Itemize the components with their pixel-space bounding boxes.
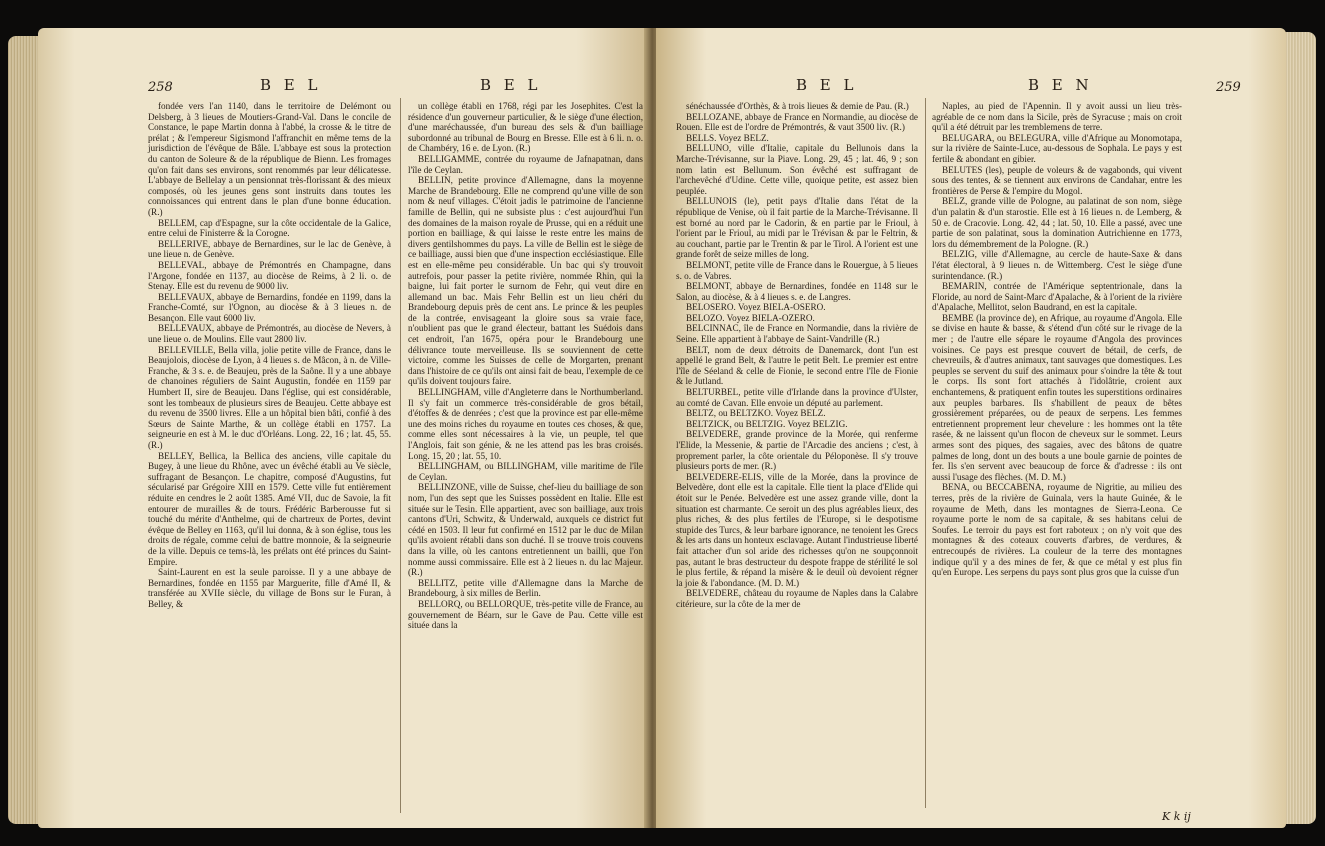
entry-paragraph: BELUGARA, ou BELEGURA, ville d'Afrique au Monomotapa, sur la rivière de Sainte-Luce, au-dessous de Sophala. Le pays y est fertile & abondant en gibier. — [932, 132, 1182, 164]
open-book — [8, 10, 1316, 842]
entry-paragraph: BELVEDERE-ELIS, ville de la Morée, dans la province de Belvedère, dont elle est la capitale. Elle tient la place d'Elide qui étoit sur le Penée. Belvedère est une assez grande ville, dont la situation est charmante. Ce seroit un des plus agréables lieux, des plus riches, & des plus fertiles de l'Europe, si le despotisme stupide des Turcs, & leur barbare ignorance, ne tenoient les Grecs & les arts dans un honteux esclavage. Autant l'industrieuse liberté fait attacher d'un sol aride des richesses qu'on ne soupçonnoit pas, autant le bras destructeur du despote frappe de stérilité le sol le plus fertile, & répand la misère & le deuil où devoient régner la joie & l'abondance. (M. D. M.) — [676, 471, 918, 588]
right-page — [656, 28, 1286, 828]
entry-paragraph: BELMONT, petite ville de France dans le Rouergue, à 5 lieues s. o. de Vabres. — [676, 259, 918, 281]
entry-paragraph: Naples, au pied de l'Apennin. Il y avoit aussi un lieu très-agréable de ce nom dans la Sicile, près de Syracuse ; mais on croit qu'il a été détruit par les tremblemens de terre. — [932, 101, 1182, 133]
left-running-head-2: B E L — [480, 76, 542, 94]
entry-paragraph: BELTZICK, ou BELTZIG. Voyez BELZIG. — [686, 418, 848, 429]
left-page-number: 258 — [148, 80, 173, 95]
entry-paragraph: BEMARIN, contrée de l'Amérique septentrionale, dans la Floride, au nord de Saint-Marc d'Apalache, & à l'orient de la rivière d'Apalache, Mellitot, selon Baudrand, en est la capitale. — [932, 281, 1182, 313]
entry-paragraph: BEMBE (la province de), en Afrique, au royaume d'Angola. Elle se divise en haute & basse, & s'étend d'un côté sur le rivage de la mer ; de l'autre elle sépare le royaume d'Angola des provinces voisines. Ce pays est presque couvert de bétail, de cerfs, de chevreuils, & d'autres animaux, tant sauvages que domestiques. Les peuples se servent du suif des animaux pour s'oindre la tête & tout le corps. Ils sont fort attachés à l'idolâtrie, croient aux enchantemens, & pratiquent enfin toutes les superstitions ordinaires aux peuples barbares. Ils s'habillent de peaux de bêtes grossièrement préparées, ou de peaux de serpens. Les femmes entretiennent proprement leur chevelure : les hommes ont la tête rasée, & ne laissent qu'un flocon de cheveux sur le sommet. Leurs armes sont des piques, des sagaies, avec des bâtons de quatre palmes de long, dont un des bouts a une boule garnie de pointes de fer. Ils s'en servent avec beaucoup de force & d'adresse : ils ont aussi l'usage des flèches. (M. D. M.) — [932, 312, 1182, 482]
right-column-1 — [676, 101, 918, 610]
entry-paragraph: BELLINZONE, ville de Suisse, chef-lieu du bailliage de son nom, l'un des sept que les Suisses possèdent en Italie. Elle est située sur le Tesin. Elle appartient, avec son bailliage, aux trois cantons d'Uri, Schwitz, & Underwald, auxquels ce district fut cédé en 1503. Il leur fut confirmé en 1512 par le duc de Milan qu'ils avoient rétabli dans son duché. Il se trouve trois couvens dans la ville, où les cantons entretiennent un bailli, que l'on nomme aussi commissaire. Elle est à 2 lieues n. du lac Majeur. (R.) — [408, 482, 643, 578]
entry-paragraph: BELOSERO. Voyez BIELA-OSERO. — [686, 302, 826, 313]
entry-paragraph: BELLUNOIS (le), petit pays d'Italie dans l'état de la république de Venise, où il fait partie de la Marche-Trévisanne. Il est borné au nord par le Cadorin, & en partie par le Frioul, à l'orient par le Frioul, au midi par le Trévisan & par le Feltrin, & au couchant, partie par le Trentin & par le Tirol. A l'orient est une grande forêt de seize milles de long. — [676, 196, 918, 260]
entry-paragraph: BELLEVAL, abbaye de Prémontrés en Champagne, dans l'Argone, fondée en 1137, au diocèse de Reims, à 2 li. o. de Stenay. Elle est du revenu de 9000 liv. — [148, 259, 391, 292]
entry-paragraph: BELTURBEL, petite ville d'Irlande dans la province d'Ulster, au comté de Cavan. Elle envoie un député au parlement. — [676, 387, 918, 408]
entry-paragraph: BELLOZANE, abbaye de France en Normandie, au diocèse de Rouen. Elle est de l'ordre de Prémontrés, & vaut 3500 liv. (R.) — [676, 111, 918, 133]
entry-paragraph: BELMONT, abbaye de Bernardines, fondée en 1148 sur le Salon, au diocèse, & à 4 lieues s. e. de Langres. — [676, 281, 918, 302]
column-rule — [400, 98, 401, 813]
entry-paragraph: BELLINGHAM, ville d'Angleterre dans le Northumberland. Il s'y fait un commerce très-considérable de gros bétail, d'étoffes & de denrées ; c'est que la province est par elle-même une des moins riches du royaume en toutes ces choses, & que, comme elles sont nécessaires à la vie, un peuple, tel que l'Anglois, fait son génie, & ne les attend pas les bras croisés. Long. 15, 20 ; lat. 55, 10. — [408, 387, 643, 461]
entry-paragraph: BELVEDERE, château du royaume de Naples dans la Calabre citérieure, sur la côte de la mer de — [676, 588, 918, 609]
entry-paragraph: BELLEY, Bellica, la Bellica des anciens, ville capitale du Bugey, à une lieue du Rhône, avec un évêché établi au Ve siècle, suffragant de Besançon. Le chapitre, composé d'Augustins, fut sécularisé par Grégoire XIII en 1579. Cette ville fut entièrement réduite en cendres le 2 août 1385. Amé VII, duc de Savoie, la fit entourer de murailles & de tours. Frédéric Barberousse fut si touché du mérite d'Anthelme, qui de chartreux de Portes, devint évêque de Belley en 1163, qu'il lui donna, & à son église, tous les droits de régale, comme celui de battre monnoie, & la seigneurie de la ville. Depuis ce tems-là, les prélats ont été princes du Saint-Empire. — [148, 450, 391, 567]
entry-paragraph: sénéchaussée d'Orthès, & à trois lieues & demie de Pau. (R.) — [686, 101, 909, 111]
entry-paragraph: BELLIGAMME, contrée du royaume de Jafnapatnan, dans l'île de Ceylan. — [408, 153, 643, 175]
entry-paragraph: BELLEVAUX, abbaye de Prémontrés, au diocèse de Nevers, à une lieue o. de Moulins. Elle vaut 2800 liv. — [148, 323, 391, 345]
entry-paragraph: fondée vers l'an 1140, dans le territoire de Delémont ou Delsberg, à 3 lieues de Moutiers-Grand-Val. Dans le concile de Constance, le pape Martin donna à l'abbé, la crosse & le titre de prélat ; & l'empereur Sigismond l'affranchit en même tems de la jurisdiction de l'évêque de Bâle. L'abbaye est sous la protection du canton de Soleure & de la république de Bienn. Les fromages qu'on fait dans ses environs, sont renommés par leur délicatesse. L'abbaye de Bellelay a un pensionnat très-florissant & des mieux composés, où les jeunes gens sont instruits dans toutes les connoissances qui entrent dans le plan d'une bonne éducation. (R.) — [148, 101, 391, 217]
entry-paragraph: BELTZ, ou BELTZKO. Voyez BELZ. — [686, 408, 826, 419]
entry-paragraph: BELLINGHAM, ou BILLINGHAM, ville maritime de l'île de Ceylan. — [408, 461, 643, 482]
entry-paragraph: BELOZO. Voyez BIELA-OZERO. — [686, 312, 815, 323]
left-column-2 — [408, 101, 643, 631]
entry-paragraph: BELLUNO, ville d'Italie, capitale du Bellunois dans la Marche-Trévisanne, sur la Piave. Long. 29, 45 ; lat. 46, 9 ; son nom latin est Bellunum. Son évêché est suffragant de l'archevêché d'Udine. Cette ville, quoique petite, est assez bien peuplée. — [676, 143, 918, 196]
entry-paragraph: BELLEM, cap d'Espagne, sur la côte occidentale de la Galice, entre celui de Finisterre & la Corogne. — [148, 217, 391, 239]
left-page — [38, 28, 650, 828]
entry-paragraph: BELCINNAC, île de France en Normandie, dans la rivière de Seine. Elle appartient à l'abbaye de Saint-Vandrille (R.) — [676, 323, 918, 345]
entry-paragraph: BELUTES (les), peuple de voleurs & de vagabonds, qui vivent sous des tentes, & se tiennent aux environs de Candahar, entre les frontières de Perse & l'empire du Mogol. — [932, 164, 1182, 196]
entry-paragraph: BELT, nom de deux détroits de Danemarck, dont l'un est appellé le grand Belt, & l'autre le petit Belt. Le premier est entre l'île de Séeland & celle de Fionie, le second entre l'île de Fionie & le Jutland. — [676, 344, 918, 387]
right-running-head-2: B E N — [1028, 76, 1093, 94]
column-rule — [925, 98, 926, 808]
entry-paragraph: BELLS. Voyez BELZ. — [686, 132, 769, 143]
right-running-head-1: B E L — [796, 76, 858, 94]
right-page-number: 259 — [1216, 80, 1241, 95]
entry-paragraph: BELLIN, petite province d'Allemagne, dans la moyenne Marche de Brandebourg. Elle ne comprend qu'une ville de son nom & neuf villages. C'étoit jadis le patrimoine de l'ancienne famille de Bellin, qui ne subsiste plus : c'est aujourd'hui l'un des domaines de la maison royale de Prusse, qui en a réduit une portion en bailliage, & qui laisse le reste entre les mains de divers gentilshommes du pays. La ville de Bellin est le siège de ce bailliage, aussi bien que d'une inspection ecclésiastique. Elle est en elle-même peu considérable. Un bac qui s'y trouvoit autrefois, pour passer la petite rivière, nommée Rhin, qui la baigne, lui fait porter le surnom de Fehr, qui veut dire en allemand un bac. Mais Fehr Bellin est un lieu chéri du Brandebourg depuis près de cent ans. Le prince & les peuples de la contrée, envisageant la gloire sous sa vraie face, n'oublient pas que le grand électeur, battant les Suédois dans cet endroit, l'an 1675, opéra pour le Brandebourg une délivrance toute merveilleuse. Ils se souviennent de cette victoire, comme les Suisses de celle de Morgarten, prenant dans l'histoire de ce qu'ils ont ainsi fait de beau, l'exemple de ce qu'ils doivent toujours faire. — [408, 175, 643, 387]
right-column-2 — [932, 101, 1182, 578]
entry-paragraph: BELLORQ, ou BELLORQUE, très-petite ville de France, au gouvernement de Béarn, sur le Gave de Pau. Cette ville est située dans la — [408, 598, 643, 631]
entry-paragraph: BELVEDERE, grande province de la Morée, qui renferme l'Elide, la Messenie, & partie de l'Arcadie des anciens ; c'est, à proprement parler, la côte orientale du Péloponèse. Il s'y trouve plusieurs ports de mer. (R.) — [676, 429, 918, 472]
left-page-edges — [8, 36, 40, 824]
left-column-1 — [148, 101, 391, 610]
entry-paragraph: Saint-Laurent en est la seule paroisse. Il y a une abbaye de Bernardines, fondée en 1155 par Marguerite, fille d'Amé II, & transférée au XVIIe siècle, du village de Bons sur le Furan, à Belley, & — [148, 567, 391, 609]
entry-paragraph: BELLITZ, petite ville d'Allemagne dans la Marche de Brandebourg, à six milles de Berlin. — [408, 577, 643, 599]
entry-paragraph: BELLEVAUX, abbaye de Bernardins, fondée en 1199, dans la Franche-Comté, sur l'Ognon, au diocèse & à 3 lieues n. de Besançon. Elle vaut 6000 liv. — [148, 291, 391, 323]
entry-paragraph: BELZIG, ville d'Allemagne, au cercle de haute-Saxe & dans l'état électoral, à 9 lieues n. de Wittemberg. C'est le siège d'une surintendance. (R.) — [932, 249, 1182, 281]
signature-mark: K k ij — [1162, 810, 1191, 823]
entry-paragraph: BELLEVILLE, Bella villa, jolie petite ville de France, dans le Beaujolois, diocèse de Lyon, à 4 lieues s. de Mâcon, à n. de Ville-Franche, & 3 s. e. de Beaujeu, près de la Saône. Il y a une abbaye de chanoines réguliers de Saint Augustin, fondée en 1159 par Humbert II, sire de Beaujeu. Dans l'église, qui est considérable, sont les tombeaux de plusieurs sires de Beaujeu. Cette abbaye est du revenu de 3500 livres. Elle a un hôpital bien bâti, confié à des Sœurs de Sainte Marthe, & un collège établi en 1757. La seigneurie en est à M. le duc d'Orléans. Long. 22, 16 ; lat. 45, 55. (R.) — [148, 344, 391, 450]
entry-paragraph: un collège établi en 1768, régi par les Josephites. C'est la résidence d'un gouverneur particulier, & le siège d'une élection, d'une maréchaussée, d'un bureau des sels & d'un bailliage subordonné au tribunal de Bourg en Bresse. Elle est à 6 li. n. o. de Chambéry, 16 e. de Lyon. (R.) — [408, 101, 643, 154]
entry-paragraph: BELLERIVE, abbaye de Bernardines, sur le lac de Genève, à une lieue n. de Genève. — [148, 238, 391, 260]
entry-paragraph: BELZ, grande ville de Pologne, au palatinat de son nom, siège d'un palatin & d'un starostie. Elle est à 16 lieues n. de Lemberg, & 50 e. de Cracovie. Long. 42, 44 ; lat. 50, 10. Elle a passé, avec une partie de son palatinat, sous la domination Autrichienne en 1773, lors du démembrement de la Pologne. (R.) — [932, 196, 1182, 249]
left-running-head-1: B E L — [260, 76, 322, 94]
entry-paragraph: BENA, ou BECCABENA, royaume de Nigritie, au milieu des terres, près de la rivière de Guinala, vers la haute Guinée, & le royaume de Meth, dans les montagnes de Sierra-Leona. Ce royaume porte le nom de sa capitale, & ses habitans celui de Soufes. Le terroir du pays est fort raboteux ; on n'y voit que des montagnes & des coteaux couverts d'arbres, de verdures, & entrecoupés de rivières. La couleur de la terre des montagnes indique qu'il y a des mines de fer, & que ce métal y est plus fin qu'en Europe. Les serpens du pays sont plus gros que la cuisse d'un — [932, 482, 1182, 578]
